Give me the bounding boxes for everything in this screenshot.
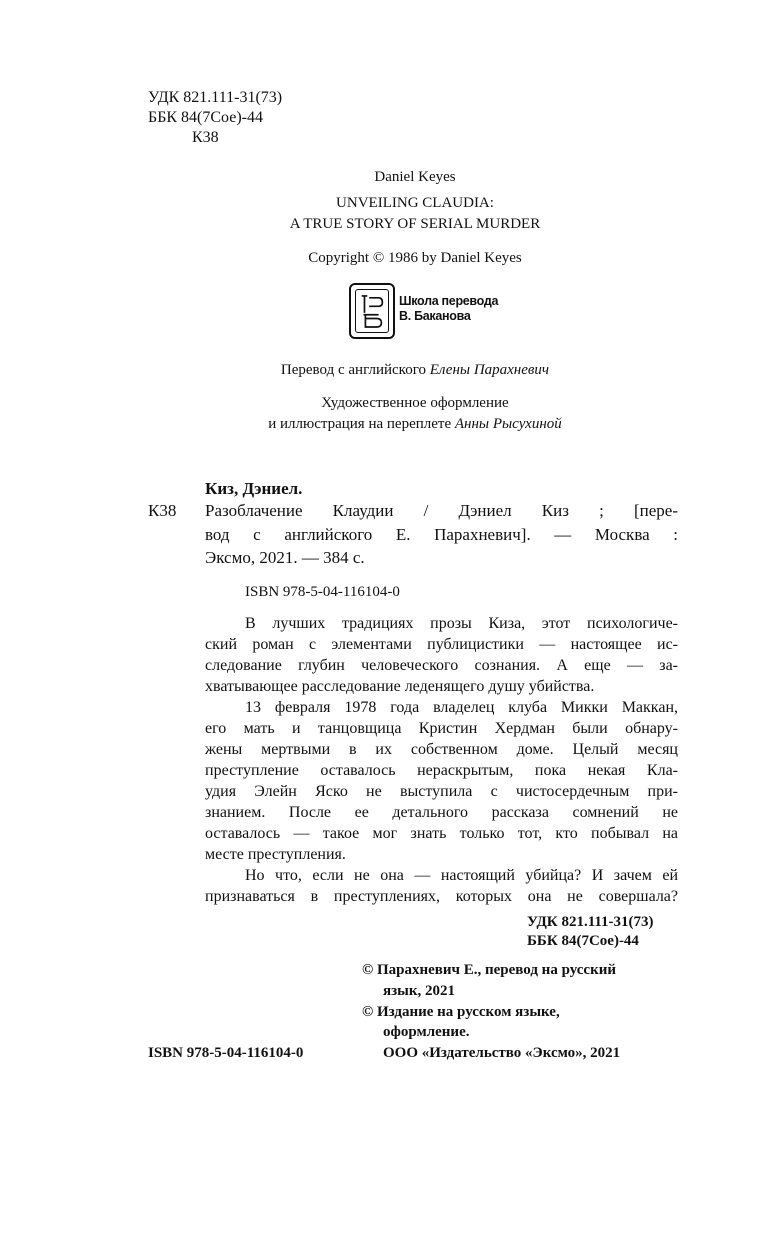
annotation-line: следование глубин человеческого сознания. А еще — за-: [205, 657, 678, 674]
logo-monogram-icon: [356, 290, 388, 332]
bib-sign: К38: [148, 501, 177, 520]
logo-text-line2: В. Баканова: [399, 309, 471, 323]
isbn-bottom: ISBN 978-5-04-116104-0: [148, 1045, 304, 1061]
annotation-line: признаваться в преступлениях, которых она не совершала?: [205, 888, 678, 905]
bbk-top: ББК 84(7Сое)-44: [148, 109, 263, 126]
original-author: Daniel Keyes: [374, 169, 456, 185]
logo-frame: [355, 289, 389, 333]
annotation-line: ский роман с элементами публицистики — настоящее ис-: [205, 636, 678, 653]
bib-line1: Разоблачение Клаудии / Дэниел Киз ; [пере-: [205, 501, 678, 520]
copyright-translation-line2: язык, 2021: [383, 983, 455, 999]
translation-credit: [0, 360, 768, 380]
udk-top: УДК 821.111-31(73): [148, 89, 283, 106]
annotation-line: жены мертвыми в их собственном доме. Целый месяц: [205, 741, 678, 758]
translator-name: Елены Парахневич: [429, 362, 550, 378]
copyright-original: Copyright © 1986 by Daniel Keyes: [308, 250, 522, 266]
design-credit-line2: [0, 414, 768, 434]
bib-isbn: ISBN 978-5-04-116104-0: [245, 584, 400, 600]
annotation-line: Но что, если не она — настоящий убийца? И зачем ей: [245, 867, 678, 884]
annotation-line: его мать и танцовщица Кристин Хердман были обнару-: [205, 720, 678, 737]
logo-text-line1: Школа перевода: [399, 294, 499, 308]
copyright-edition-line2: оформление.: [383, 1024, 470, 1040]
design-prefix: и иллюстрация на переплете: [268, 416, 455, 432]
annotation-line: месте преступления.: [205, 846, 346, 863]
translation-school-logo: [349, 283, 395, 339]
copyright-edition-line3: ООО «Издательство «Эксмо», 2021: [383, 1045, 621, 1061]
copyright-edition-line1: © Издание на русском языке,: [362, 1004, 560, 1020]
annotation-line: 13 февраля 1978 года владелец клуба Микки Маккан,: [245, 699, 678, 716]
bib-line2: вод с английского Е. Парахневич]. — Москва :: [205, 525, 678, 544]
bib-line3: Эксмо, 2021. — 384 с.: [205, 548, 365, 567]
annotation-line: знанием. После ее детального рассказа сомнений не: [205, 804, 678, 821]
original-title-line1: UNVEILING CLAUDIA:: [336, 195, 494, 211]
annotation-line: удия Элейн Яско не выступила с чистосердечным при-: [205, 783, 678, 800]
author-sign-top: К38: [192, 129, 219, 146]
bbk-bottom: ББК 84(7Сое)-44: [527, 933, 639, 949]
annotation-line: оставалось — такое мог знать только тот, кто побывал на: [205, 825, 678, 842]
annotation-line: преступление оставалось нераскрытым, пока некая Кла-: [205, 762, 678, 779]
original-title-line2: A TRUE STORY OF SERIAL MURDER: [289, 216, 541, 232]
translation-prefix: Перевод с английского: [280, 362, 430, 378]
annotation-line: хватывающее расследование леденящего душу убийства.: [205, 678, 595, 695]
illustrator-name: Анны Рысухиной: [454, 416, 562, 432]
annotation-line: В лучших традициях прозы Киза, этот психологиче-: [245, 615, 678, 632]
copyright-translation-line1: © Парахневич Е., перевод на русский: [362, 962, 616, 978]
udk-bottom: УДК 821.111-31(73): [527, 914, 654, 930]
author-heading: Киз, Дэниел.: [205, 479, 303, 498]
design-credit-line1: Художественное оформление: [321, 395, 509, 411]
